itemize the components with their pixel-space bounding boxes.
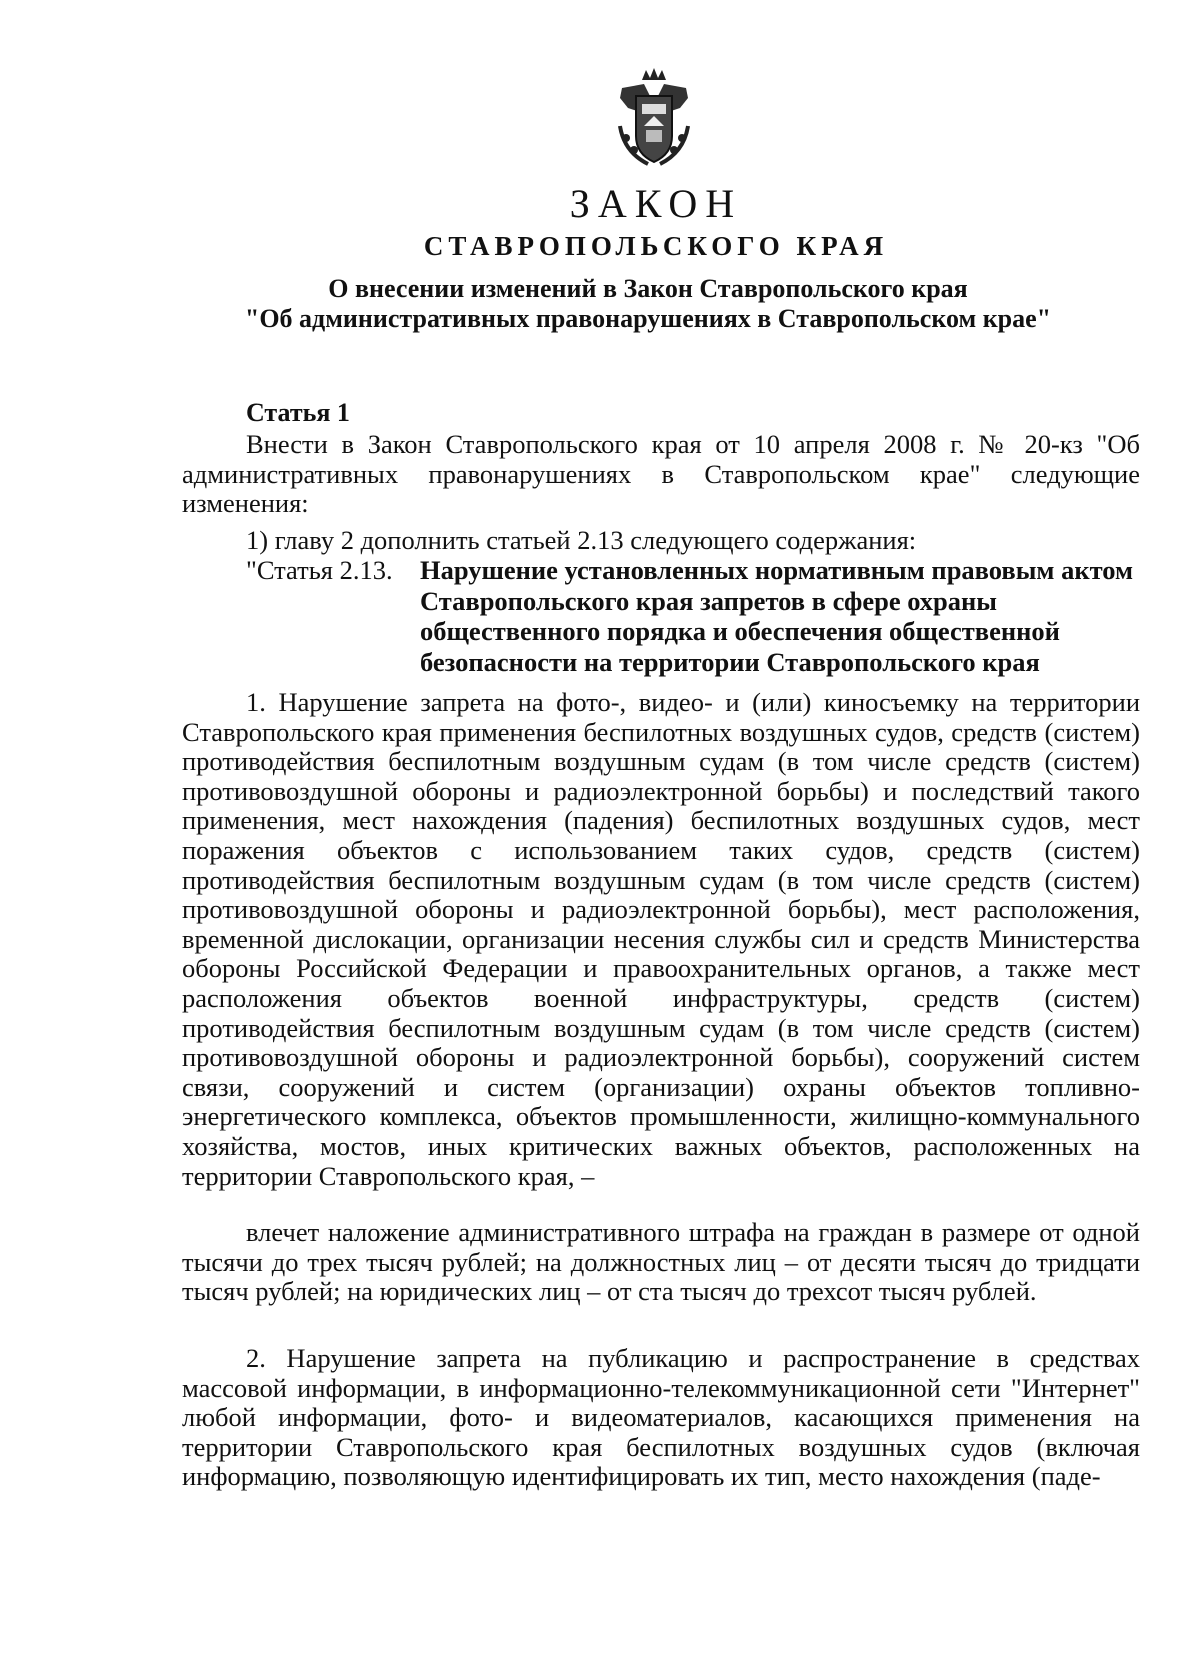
part-1-penalty bbox=[182, 1218, 1140, 1307]
article-1-label: Статья 1 bbox=[246, 398, 350, 427]
article-1-intro bbox=[182, 430, 1140, 519]
article-2-13-part-2 bbox=[182, 1344, 1140, 1492]
law-heading-line1: О внесении изменений в Закон Ставропольского края bbox=[328, 274, 968, 303]
part-1-paragraph: 1. Нарушение запрета на фото-, видео- и (или) киносъемку на территории Ставропольского края применения беспилотных воздушных судов, средств (систем) противодействия беспилотным воздушным судам (в том числе средств (систем) противовоздушной обороны и радиоэлектронной борьбы) и последствий такого применения, мест нахождения (падения) беспилотных воздушных судов, мест поражения объектов с использованием таких судов, средств (систем) противодействия беспилотным воздушным судам (в том числе средств (систем) противовоздушной обороны и радиоэлектронной борьбы), мест расположения, временной дислокации, организации несения службы сил и средств Министерства обороны Российской Федерации и правоохранительных органов, а также мест расположения объектов военной инфраструктуры, средств (систем) противодействия беспилотным воздушным судам (в том числе средств (систем) противовоздушной обороны и радиоэлектронной борьбы), сооружений систем связи, сооружений и систем (организации) охраны объектов топливно-энергетического комплекса, объектов промышленности, жилищно-коммунального хозяйства, мостов, иных критических важных объектов, расположенных на территории Ставропольского края, – bbox=[182, 687, 1140, 1191]
article-2-13-part-1 bbox=[182, 688, 1140, 1191]
penalty-paragraph: влечет наложение административного штрафа на граждан в размере от одной тысячи до трех тысяч рублей; на должностных лиц – от десяти тысяч до тридцати тысяч рублей; на юридических лиц – от ста тысяч до трехсот тысяч рублей. bbox=[182, 1217, 1140, 1307]
article-2-13-title: Нарушение установленных нормативным правовым актом Ставропольского края запретов в сфере охраны общественного порядка и обеспечения общественной безопасности на территории Ставропольского края bbox=[420, 555, 1134, 677]
article-2-13-prefix: "Статья 2.13. bbox=[246, 555, 393, 585]
item-1-text: 1) главу 2 дополнить статьей 2.13 следующего содержания: bbox=[246, 525, 917, 555]
part-2-paragraph: 2. Нарушение запрета на публикацию и распространение в средствах массовой информации, в информационно-телекоммуникационной сети "Интернет" любой информации, фото- и видеоматериалов, касающихся применения на территории Ставропольского края беспилотных воздушных судов (включая информацию, позволяющую идентифицировать их тип, место нахождения (паде- bbox=[182, 1343, 1140, 1492]
law-heading-line2: "Об административных правонарушениях в Ставропольском крае" bbox=[244, 304, 1052, 333]
law-title: ЗАКОН bbox=[569, 181, 743, 226]
intro-paragraph: Внести в Закон Ставропольского края от 10 апреля 2008 г. № 20-кз "Об административных правонарушениях в Ставропольском крае" следующие изменения: bbox=[182, 429, 1140, 519]
law-region: СТАВРОПОЛЬСКОГО КРАЯ bbox=[423, 231, 889, 261]
stavropol-coat-of-arms-icon bbox=[614, 66, 694, 170]
